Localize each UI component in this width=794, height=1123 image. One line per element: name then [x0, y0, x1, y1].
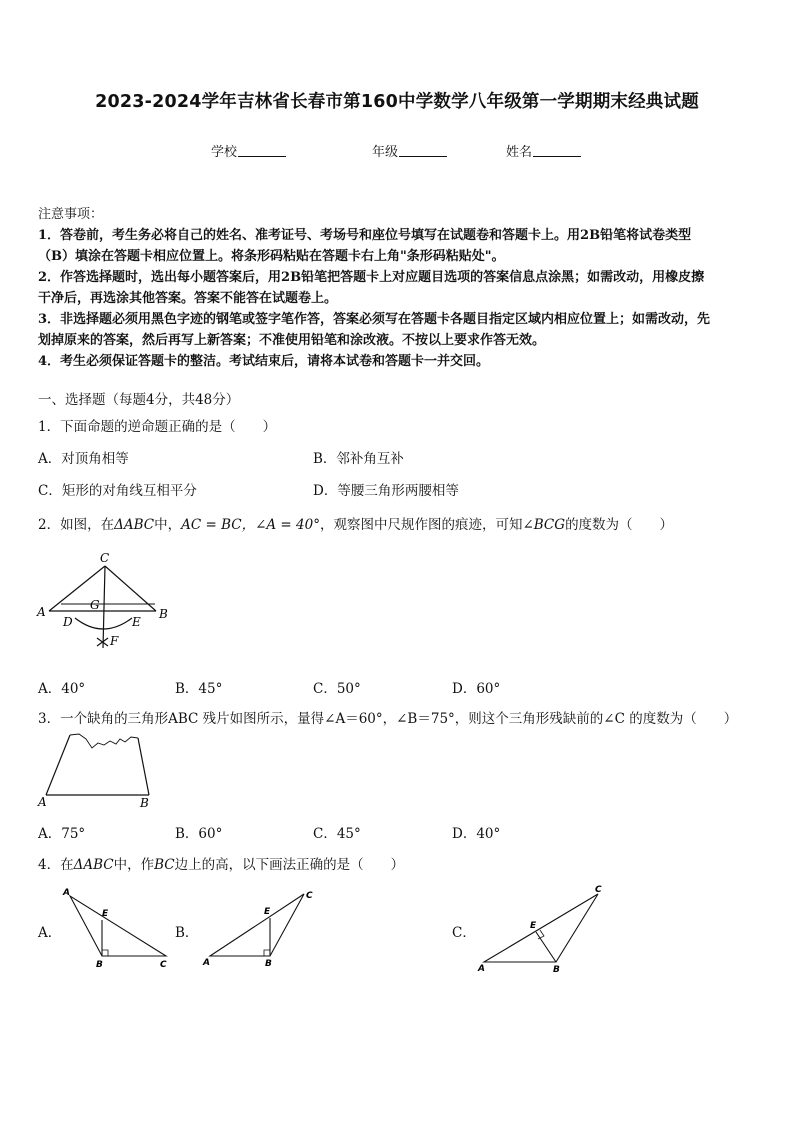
q3-option-d: D．40°	[452, 826, 501, 842]
section-heading: 一、选择题（每题4分，共48分）	[38, 392, 240, 408]
q3-option-b: B．60°	[175, 826, 223, 842]
notes-heading: 注意事项：	[38, 207, 104, 222]
q4a-label-b: B	[96, 960, 103, 970]
q2-option-b: B．45°	[175, 681, 223, 697]
q2-triangle: ΔABC	[114, 517, 155, 533]
q4c-triangle	[484, 894, 598, 962]
q4-stem	[38, 853, 404, 873]
q4-option-c-label: C．	[452, 925, 476, 941]
q2-label-a: A	[37, 605, 46, 619]
q2-figure	[30, 548, 180, 658]
q4b-label-e: E	[264, 907, 271, 917]
q4-segment: BC	[154, 857, 175, 873]
q4b-label-a: A	[203, 958, 210, 968]
q4b-label-c: C	[306, 891, 313, 901]
q4c-label-a: A	[478, 964, 485, 974]
q4c-right-angle-mark	[538, 930, 544, 939]
q2-label-g: G	[90, 598, 100, 612]
q4b-label-b: B	[265, 959, 272, 969]
q4a-right-angle-mark	[102, 950, 108, 956]
q4a-triangle	[70, 896, 166, 956]
q2-label-e: E	[132, 615, 141, 629]
note-line: 1．答卷前，考生务必将自己的姓名、准考证号、考场号和座位号填写在试题卷和答题卡上。用2B铅笔将试卷类型	[38, 228, 692, 243]
exam-title: 2023-2024学年吉林省长春市第160中学数学八年级第一学期期末经典试题	[95, 92, 699, 112]
q4a-label-a: A	[63, 888, 70, 898]
grade-blank	[399, 144, 447, 157]
q4-stem-mid: 中，作	[113, 857, 155, 873]
q1-option-b: B．邻补角互补	[313, 451, 404, 467]
q4-option-b-label: B．	[175, 925, 199, 941]
q4c-label-b: B	[553, 965, 560, 974]
q1-option-c: C．矩形的对角线互相平分	[38, 483, 197, 499]
q2-label-c: C	[100, 551, 110, 565]
note-line: 划掉原来的答案，然后再写上新答案；不准使用铅笔和涂改液。不按以上要求作答无效。	[38, 333, 546, 348]
q4-figure-a	[58, 882, 173, 970]
grade-label: 年级	[372, 145, 399, 160]
q2-angle: ∠BCG	[522, 517, 566, 533]
q2-stem-mid: 中，	[154, 517, 182, 533]
q3-stem: 3．一个缺角的三角形ABC 残片如图所示，量得∠A＝60°，∠B＝75°，则这个三角形残缺前的∠C 的度数为（ ）	[38, 711, 738, 727]
q1-stem: 1．下面命题的逆命题正确的是（ ）	[38, 419, 277, 435]
school-blank	[238, 144, 286, 157]
q4a-label-c: C	[160, 960, 167, 970]
q4-stem-pre: 4．在	[38, 857, 74, 873]
name-label: 姓名	[506, 145, 533, 160]
q1-option-a: A．对顶角相等	[38, 451, 129, 467]
q3-figure	[34, 728, 159, 814]
q4c-label-e: E	[530, 921, 537, 931]
q4b-triangle	[210, 894, 304, 956]
grade-field	[372, 141, 447, 160]
q2-stem-post: ，观察图中尺规作图的痕迹，可知	[319, 517, 523, 533]
q4-stem-end: 边上的高，以下画法正确的是（ ）	[174, 857, 405, 873]
q3-label-a: A	[38, 795, 47, 809]
q3-option-a: A．75°	[38, 826, 86, 842]
q2-option-d: D．60°	[452, 681, 501, 697]
q2-label-b: B	[159, 607, 168, 621]
q2-stem-pre: 2．如图，在	[38, 517, 115, 533]
note-line: 干净后，再选涂其他答案。答案不能答在试题卷上。	[38, 291, 338, 306]
q3-side-b	[138, 738, 149, 795]
q4b-right-angle-mark	[264, 950, 270, 956]
q4-figure-b	[198, 884, 323, 970]
q4c-label-c: C	[595, 885, 602, 895]
q2-condition: AC = BC，∠A = 40°	[181, 517, 320, 533]
q2-label-d: D	[63, 615, 73, 629]
school-field	[211, 141, 286, 160]
q2-label-f: F	[110, 634, 119, 648]
q2-option-c: C．50°	[313, 681, 361, 697]
q2-stem	[38, 513, 673, 533]
q1-option-d: D．等腰三角形两腰相等	[313, 483, 459, 499]
q3-side-a	[46, 735, 70, 795]
q2-construction-line	[103, 566, 105, 648]
name-field	[506, 141, 581, 160]
q4-figure-c	[474, 882, 614, 974]
name-blank	[533, 144, 581, 157]
q3-option-c: C．45°	[313, 826, 361, 842]
q4a-label-e: E	[102, 909, 109, 919]
notes-block	[38, 204, 760, 372]
q4-option-a-label: A．	[38, 925, 62, 941]
note-line: （B）填涂在答题卡相应位置上。将条形码粘贴在答题卡右上角"条形码粘贴处"。	[38, 249, 505, 264]
school-label: 学校	[211, 145, 238, 160]
note-line: 4．考生必须保证答题卡的整洁。考试结束后，请将本试卷和答题卡一并交回。	[38, 354, 490, 369]
q4c-altitude	[536, 932, 556, 962]
q2-stem-end: 的度数为（ ）	[565, 517, 674, 533]
q4-triangle: ΔABC	[73, 857, 114, 873]
note-line: 2．作答选择题时，选出每小题答案后，用2B铅笔把答题卡上对应题目选项的答案信息点涂黑；如需改动，用橡皮擦	[38, 270, 705, 285]
q3-broken-edge	[70, 734, 138, 748]
q2-option-a: A．40°	[38, 681, 86, 697]
q3-label-b: B	[140, 796, 149, 810]
note-line: 3．非选择题必须用黑色字迹的钢笔或签字笔作答，答案必须写在答题卡各题目指定区域内相应位置上；如需改动，先	[38, 312, 711, 327]
